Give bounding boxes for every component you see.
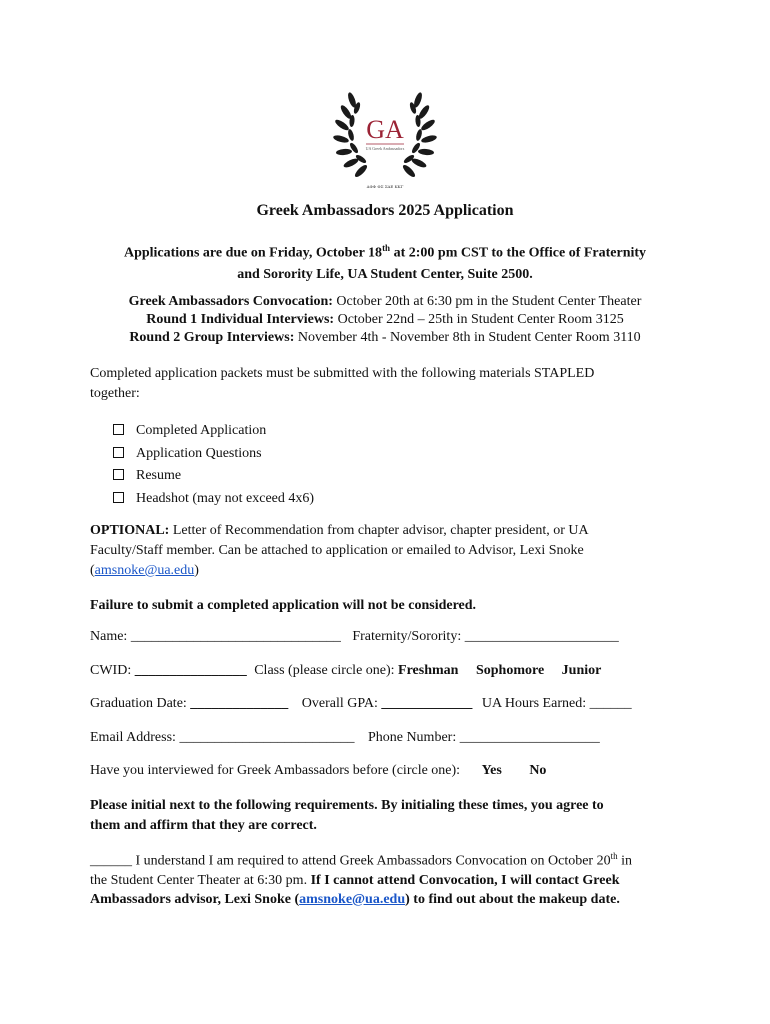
page-title: Greek Ambassadors 2025 Application (256, 202, 514, 219)
no-option[interactable]: No (529, 763, 547, 778)
cwid-field[interactable]: ________________ (134, 663, 247, 678)
optional-note: OPTIONAL: Letter of Recommendation from chapter advisor, chapter president, or UA Faculty/Staff member. Can be attached to application or emailed to Advisor, Lexi Snoke (amsnoke@ua.edu) (90, 523, 589, 578)
interviewed-row: Have you interviewed for Greek Ambassadors before (circle one): Yes No (90, 763, 547, 778)
checkbox-icon[interactable] (113, 492, 124, 503)
email-field[interactable]: _________________________ (179, 730, 355, 745)
logo-subtitle: UA Greek Ambassadors (365, 146, 405, 151)
checklist-item: Application Questions (113, 443, 314, 466)
logo-motto: ΑΦΦ ΦΣ ΣΑΕ ΚΚΓ (366, 184, 404, 189)
graduation-date-field[interactable]: ______________ (190, 696, 289, 711)
materials-intro: Completed application packets must be submitted with the following materials STAPLED together: (90, 366, 595, 401)
class-option-junior[interactable]: Junior (561, 663, 602, 678)
checkbox-icon[interactable] (113, 424, 124, 435)
graduation-row: Graduation Date: ______________ Overall GPA: _____________ UA Hours Earned: ______ (90, 696, 632, 711)
failure-note: Failure to submit a completed application will not be considered. (90, 598, 477, 613)
fraternity-field[interactable]: ______________________ (464, 629, 619, 644)
checkbox-icon[interactable] (113, 447, 124, 458)
advisor-email-link[interactable]: amsnoke@ua.edu (94, 563, 195, 578)
yes-option[interactable]: Yes (481, 763, 502, 778)
name-row: Name: ______________________________ Fraternity/Sorority: ______________________ (90, 629, 619, 644)
schedule (60, 293, 710, 347)
hours-field[interactable]: ______ (589, 696, 632, 711)
cwid-row: CWID: ________________ Class (please circle one): Freshman Sophomore Junior (90, 663, 602, 678)
checkbox-icon[interactable] (113, 469, 124, 480)
requirement-convocation: ______ I understand I am required to attend Greek Ambassadors Convocation on October 20th in the Student Center Theater at 6:30 pm. If I cannot attend Convocation, I will contact Greek Ambassadors advisor, Lexi Snoke (amsnoke@ua.edu) to find out about the makeup date. (90, 851, 632, 907)
gpa-field[interactable]: _____________ (381, 696, 473, 711)
class-option-freshman[interactable]: Freshman (398, 663, 459, 678)
class-option-sophomore[interactable]: Sophomore (475, 663, 545, 678)
greek-ambassadors-logo (330, 88, 440, 192)
initial-field[interactable]: ______ (90, 853, 132, 869)
logo-letters: GA (366, 115, 404, 144)
checklist-item: Completed Application (113, 420, 314, 443)
contact-row: Email Address: _________________________ Phone Number: ____________________ (90, 730, 600, 745)
laurel-wreath-icon (330, 88, 440, 192)
schedule-round-2: Round 2 Group Interviews: November 4th - November 8th in Student Center Room 3110 (129, 330, 641, 345)
checklist-item: Headshot (may not exceed 4x6) (113, 488, 314, 511)
checklist-item: Resume (113, 465, 314, 488)
schedule-round-1: Round 1 Individual Interviews: October 22nd – 25th in Student Center Room 3125 (146, 312, 624, 327)
materials-checklist (113, 420, 314, 510)
name-field[interactable]: ______________________________ (130, 629, 341, 644)
due-date-notice: Applications are due on Friday, October 18th at 2:00 pm CST to the Office of Fraternity and Sorority Life, UA Student Center, Suite 2500. (123, 243, 647, 282)
phone-field[interactable]: ____________________ (459, 730, 600, 745)
advisor-email-link[interactable]: amsnoke@ua.edu (299, 891, 406, 907)
initial-instructions: Please initial next to the following requirements. By initialing these times, you agree to them and affirm that they are correct. (90, 798, 604, 833)
schedule-convocation: Greek Ambassadors Convocation: October 20th at 6:30 pm in the Student Center Theater (128, 294, 642, 309)
